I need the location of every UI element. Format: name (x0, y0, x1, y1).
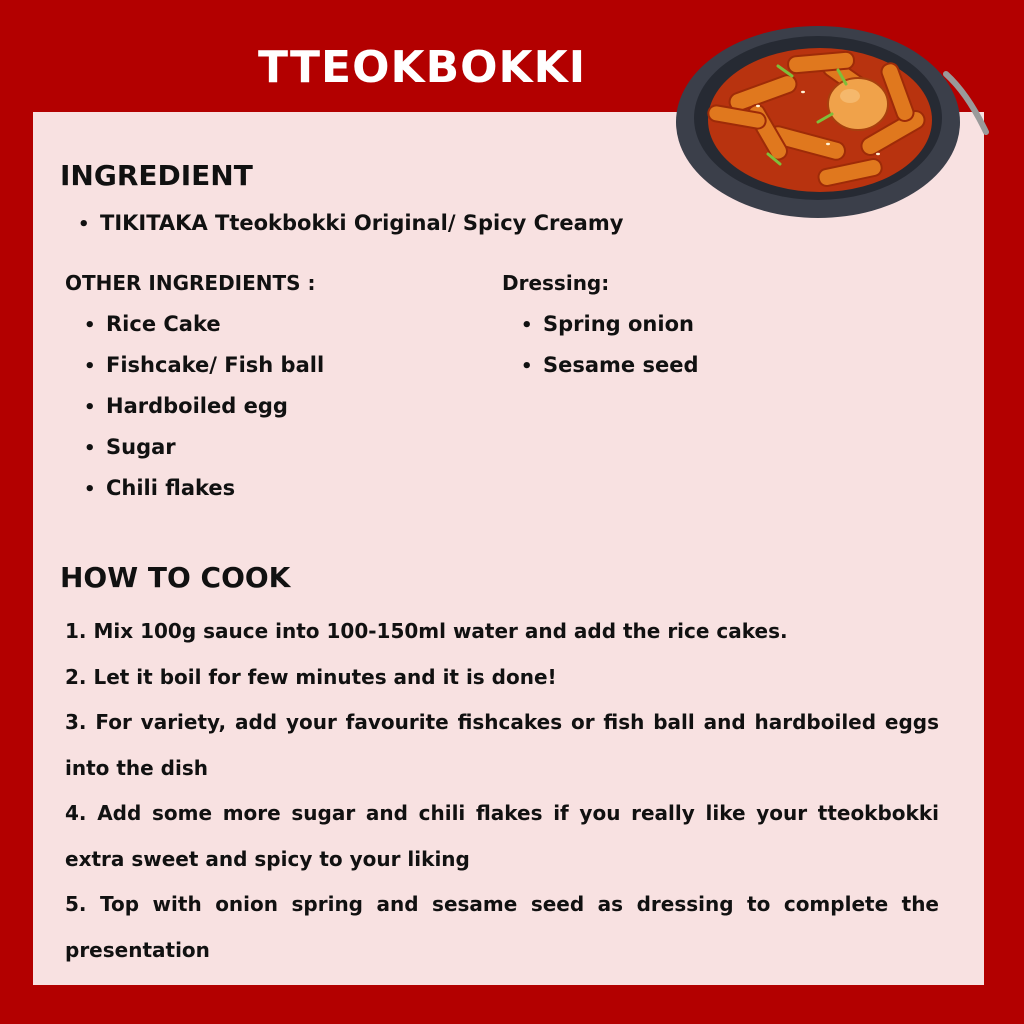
tteokbokki-dish-image (668, 14, 990, 224)
other-ingredients-heading: OTHER INGREDIENTS : (65, 271, 316, 295)
page-title: TTEOKBOKKI (258, 42, 587, 93)
step-item: 1. Mix 100g sauce into 100-150ml water and add the rice cakes. (65, 619, 788, 643)
list-item: • Fishcake/ Fish ball (84, 347, 324, 388)
step-item: 2. Let it boil for few minutes and it is done! (65, 664, 557, 689)
dressing-heading: Dressing: (502, 271, 610, 295)
step-item: 3. For variety, add your favourite fishcakes or fish ball and hardboiled eggs into the dish (65, 710, 939, 780)
list-item: • Spring onion (521, 306, 699, 347)
step-item: 5. Top with onion spring and sesame seed as dressing to complete the presentation (65, 892, 939, 962)
dressing-list (521, 306, 699, 388)
bullet-icon: • (78, 214, 90, 235)
ingredient-heading: INGREDIENT (60, 159, 253, 192)
how-to-cook-heading: HOW TO COOK (60, 561, 291, 594)
step-item: 4. Add some more sugar and chili flakes if you really like your tteokbokki extra sweet and spicy to your liking (65, 801, 939, 871)
other-ingredients-list (84, 306, 324, 511)
list-item: • Chili flakes (84, 470, 324, 511)
list-item: • Sugar (84, 429, 324, 470)
list-item: • Hardboiled egg (84, 388, 324, 429)
main-ingredient-item (78, 205, 623, 243)
cooking-steps (65, 609, 939, 973)
list-item: • Sesame seed (521, 347, 699, 388)
main-ingredient-label: TIKITAKA Tteokbokki Original/ Spicy Creamy (100, 211, 624, 235)
list-item: • Rice Cake (84, 306, 324, 347)
